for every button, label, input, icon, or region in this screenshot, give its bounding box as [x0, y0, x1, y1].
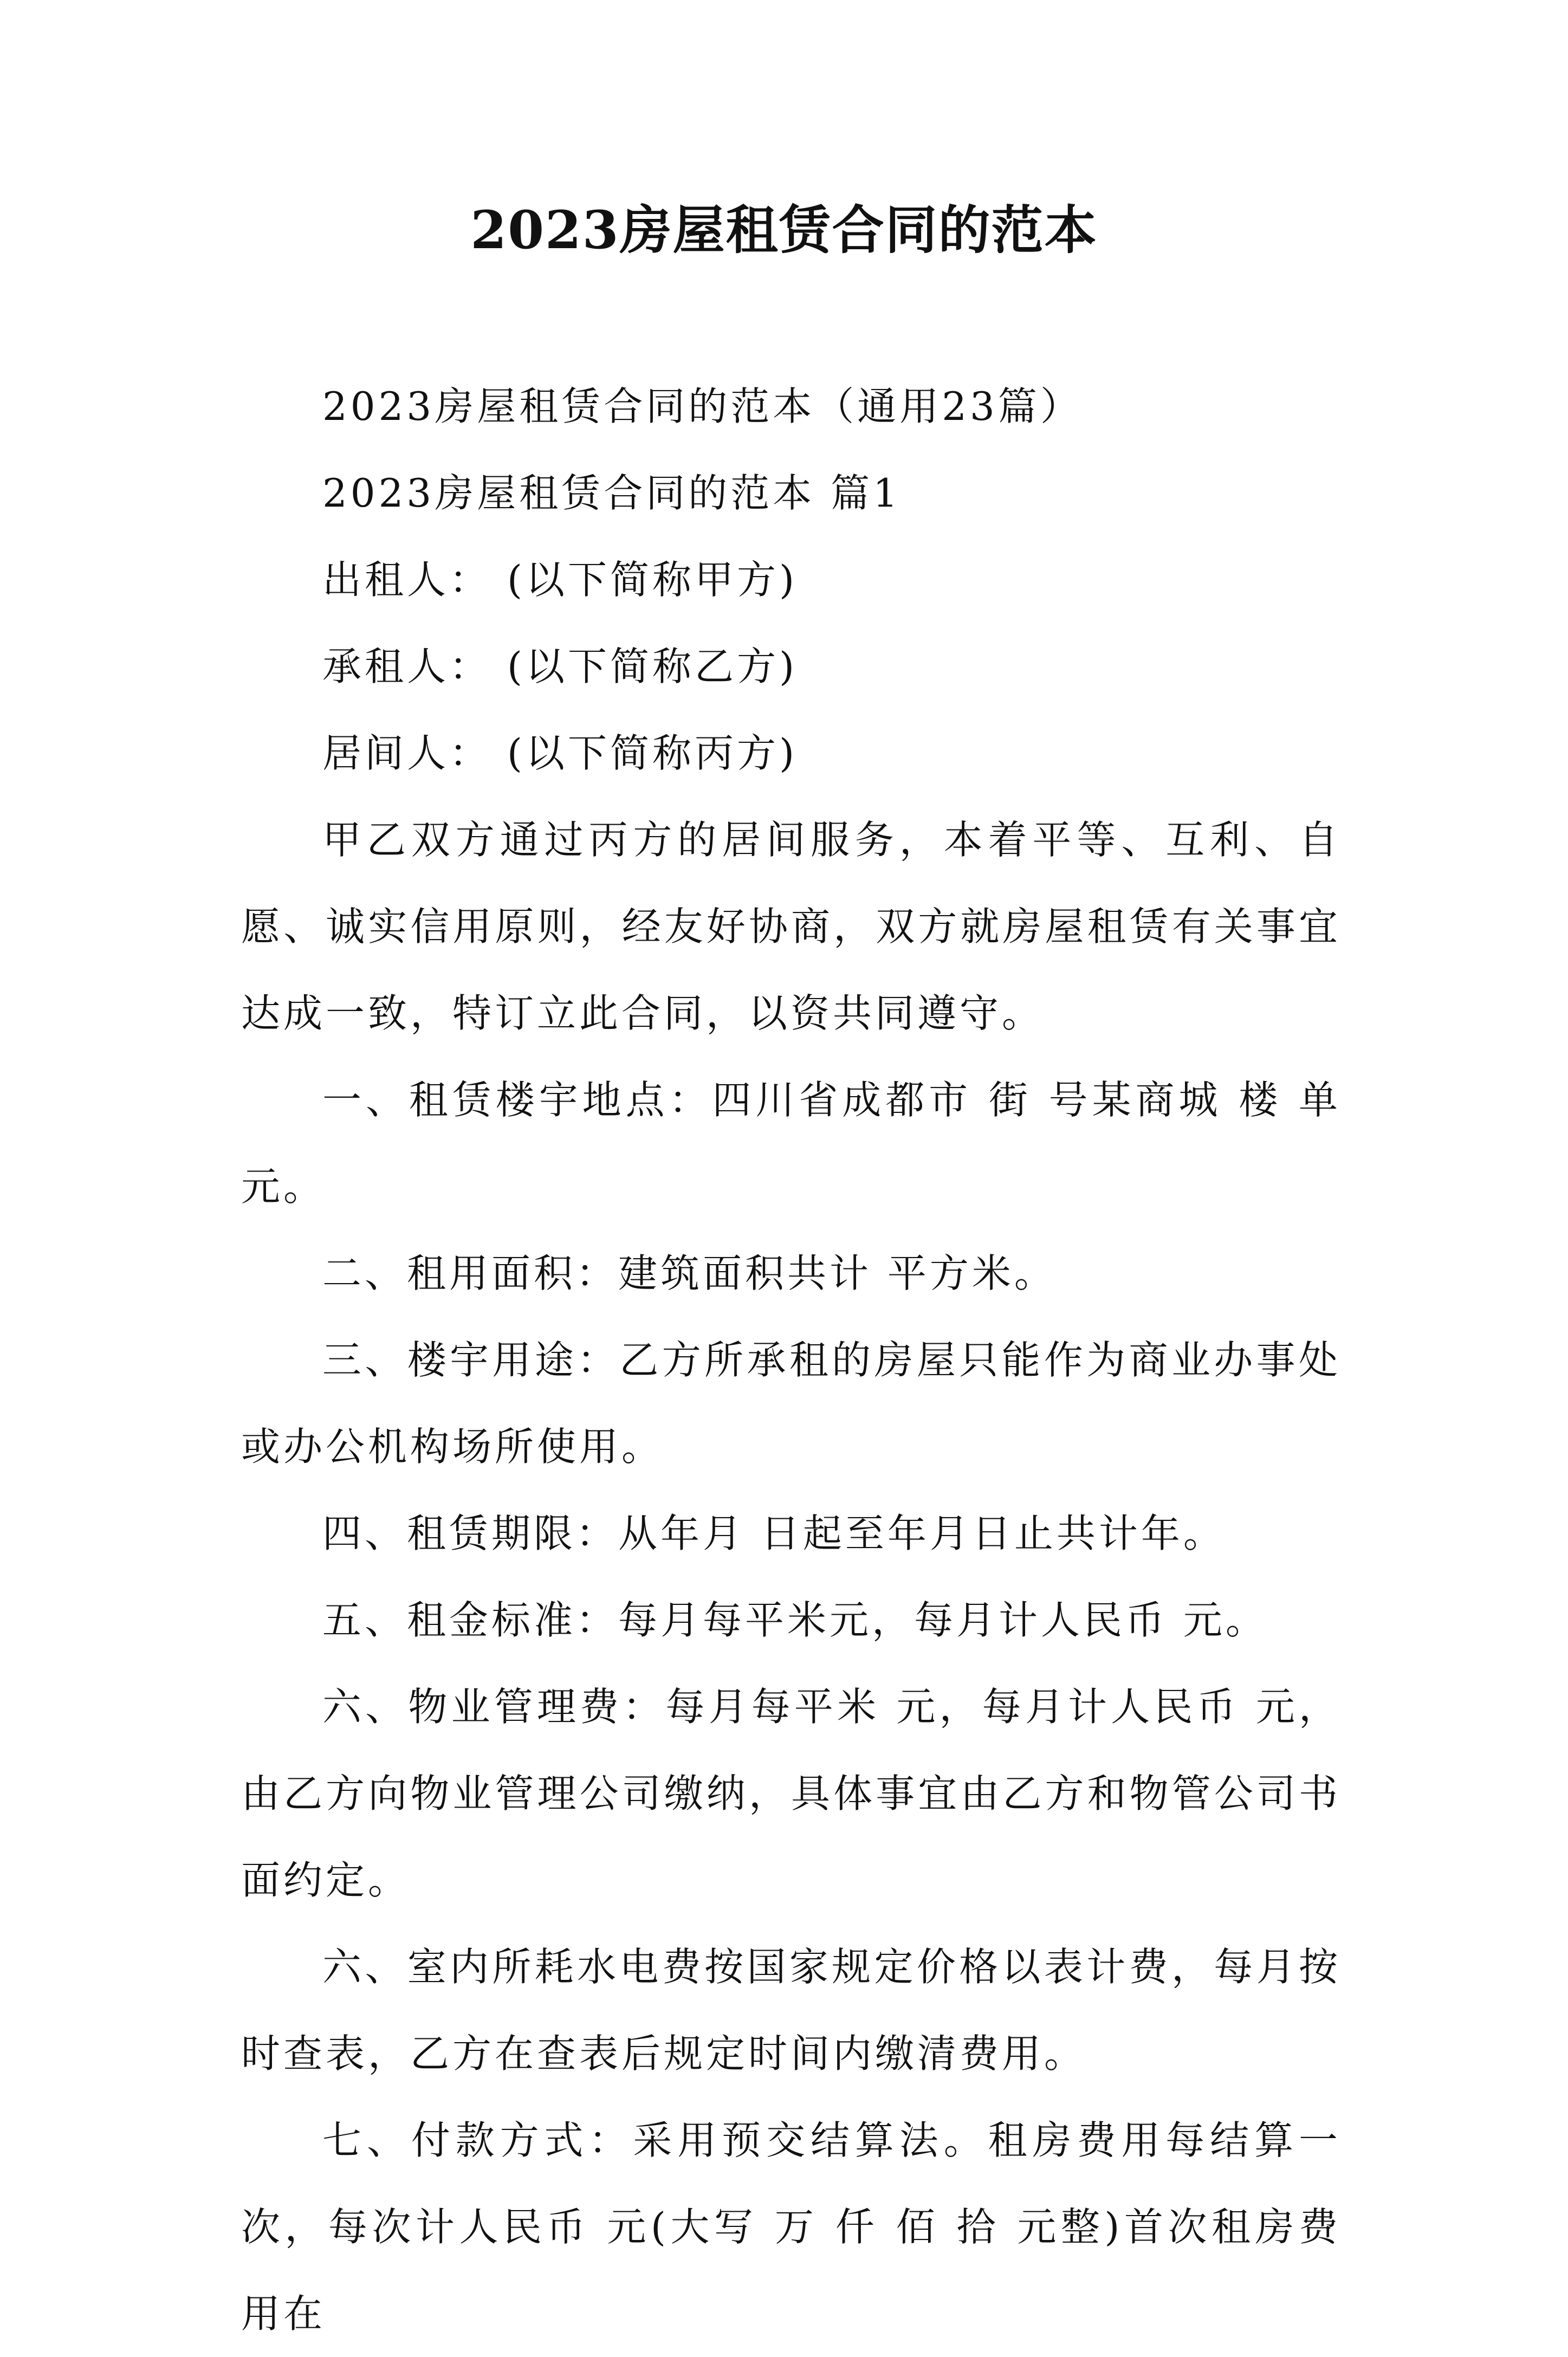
paragraph-lessor: 出租人： (以下简称甲方): [322, 557, 798, 603]
document-title: 2023房屋租赁合同的范本: [470, 199, 1098, 261]
paragraph-clause-property-fee: 六、物业管理费：每月每平米 元，每月计人民币 元，由乙方向物业管理公司缴纳，具体事宜由乙方和物管公司书面约定。: [241, 1684, 1341, 1903]
paragraph-section-heading: 2023房屋租赁合同的范本 篇1: [322, 470, 901, 516]
paragraph-subtitle: 2023房屋租赁合同的范本（通用23篇）: [322, 384, 1083, 429]
paragraph-clause-area: 二、租用面积：建筑面积共计 平方米。: [322, 1251, 1057, 1296]
paragraph-intermediary: 居间人： (以下简称丙方): [322, 730, 798, 776]
paragraph-clause-location: 一、租赁楼宇地点：四川省成都市 街 号某商城 楼 单元。: [241, 1077, 1341, 1209]
document-body: [241, 363, 1341, 2357]
paragraph-lessee: 承租人： (以下简称乙方): [322, 644, 798, 689]
paragraph-clause-utilities: 六、室内所耗水电费按国家规定价格以表计费，每月按时查表，乙方在查表后规定时间内缴清费用。: [241, 1944, 1341, 2076]
paragraph-clause-usage: 三、楼宇用途：乙方所承租的房屋只能作为商业办事处或办公机构场所使用。: [241, 1337, 1341, 1469]
paragraph-clause-payment: 七、付款方式：采用预交结算法。租房费用每结算一次，每次计人民币 元(大写 万 仟 佰 拾 元整)首次租房费用在: [241, 2118, 1341, 2336]
paragraph-preamble: 甲乙双方通过丙方的居间服务，本着平等、互利、自愿、诚实信用原则，经友好协商，双方就房屋租赁有关事宜达成一致，特订立此合同，以资共同遵守。: [241, 817, 1341, 1036]
paragraph-clause-rent: 五、租金标准：每月每平米元，每月计人民币 元。: [322, 1597, 1268, 1643]
paragraph-clause-term: 四、租赁期限：从年月 日起至年月日止共计年。: [322, 1511, 1226, 1556]
